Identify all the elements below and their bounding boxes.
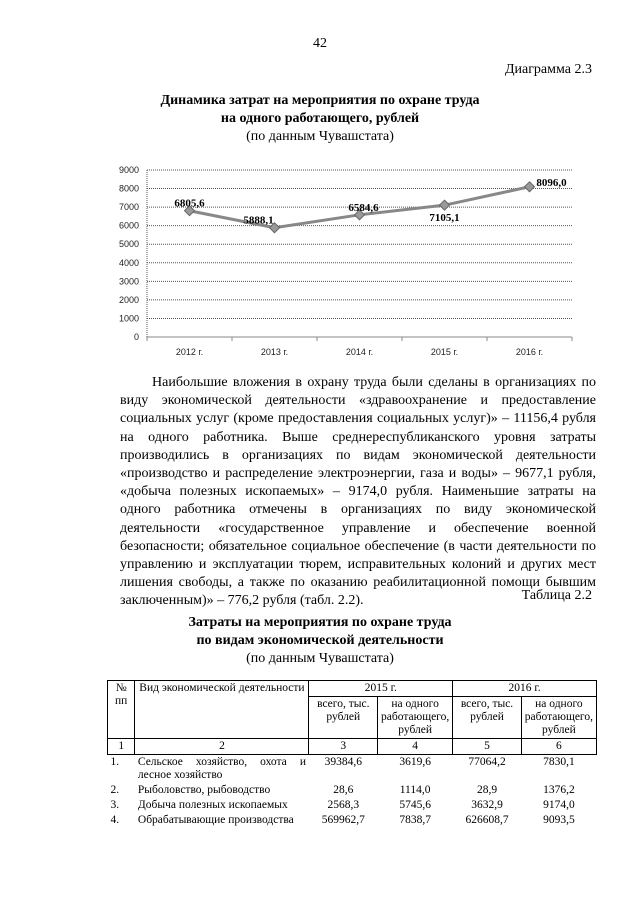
table-cell: 28,9 bbox=[476, 784, 498, 796]
header-2015: 2015 г. bbox=[309, 681, 453, 697]
chart-title bbox=[0, 92, 640, 146]
colnum: 6 bbox=[521, 739, 596, 755]
table-row bbox=[108, 755, 597, 784]
table-cell: 1. bbox=[110, 756, 120, 768]
y-tick-label: 5000 bbox=[118, 239, 139, 250]
data-point-marker bbox=[440, 200, 450, 210]
header-per-2015: на одного работающего, рублей bbox=[378, 697, 453, 739]
table-cell: 3632,9 bbox=[471, 799, 503, 811]
table-cell: 569962,7 bbox=[321, 814, 365, 826]
table-cell: 28,6 bbox=[333, 784, 354, 796]
costs-table bbox=[107, 680, 597, 828]
header-total-2016: всего, тыс. рублей bbox=[453, 697, 522, 739]
table-cell: 39384,6 bbox=[324, 756, 362, 768]
table-cell: 77064,2 bbox=[468, 756, 506, 768]
table-cell: Рыболовство, рыбоводство bbox=[137, 784, 271, 796]
table-row bbox=[108, 813, 597, 828]
colnum: 5 bbox=[453, 739, 522, 755]
header-total-2015: всего, тыс. рублей bbox=[309, 697, 378, 739]
y-tick-label: 6000 bbox=[118, 220, 139, 231]
table-title bbox=[0, 614, 640, 668]
table-cell: Обрабатывающие производства bbox=[137, 814, 294, 826]
table-row bbox=[108, 783, 597, 798]
y-tick-label: 2000 bbox=[118, 294, 139, 305]
chart-title-line2: на одного работающего, рублей bbox=[220, 111, 420, 126]
y-tick-label: 1000 bbox=[118, 313, 139, 324]
table-cell: 7838,7 bbox=[399, 814, 431, 826]
data-label: 6584,6 bbox=[348, 201, 379, 214]
table-title-line2: по видам экономической деятельности bbox=[196, 633, 444, 648]
x-tick-label: 2016 г. bbox=[515, 347, 544, 357]
x-tick-label: 2012 г. bbox=[175, 347, 204, 357]
data-label: 8096,0 bbox=[536, 176, 567, 189]
table-cell: Сельское хозяйство, охота и лесное хозяйство bbox=[137, 756, 306, 781]
table-cell: Добыча полезных ископаемых bbox=[137, 799, 288, 811]
table-cell: 3619,6 bbox=[399, 756, 431, 768]
x-tick-label: 2014 г. bbox=[345, 347, 374, 357]
line-chart bbox=[100, 150, 580, 360]
table-cell: 626608,7 bbox=[465, 814, 509, 826]
header-kind: Вид экономической деятельности bbox=[135, 681, 309, 739]
colnum: 3 bbox=[309, 739, 378, 755]
table-cell: 2. bbox=[110, 784, 120, 796]
colnum: 1 bbox=[108, 739, 135, 755]
y-tick-label: 7000 bbox=[118, 202, 139, 213]
chart-title-line1: Динамика затрат на мероприятия по охране труда bbox=[160, 93, 480, 108]
table-title-line1: Затраты на мероприятия по охране труда bbox=[188, 615, 452, 630]
x-tick-label: 2013 г. bbox=[260, 347, 289, 357]
y-tick-label: 3000 bbox=[118, 276, 139, 287]
table-cell: 7830,1 bbox=[543, 756, 575, 768]
colnum: 4 bbox=[378, 739, 453, 755]
data-label: 7105,1 bbox=[429, 212, 460, 225]
header-per-2016: на одного работающего, рублей bbox=[521, 697, 596, 739]
table-cell: 1114,0 bbox=[399, 784, 431, 796]
header-2016: 2016 г. bbox=[453, 681, 597, 697]
header-num: № пп bbox=[108, 681, 135, 739]
table-source: (по данным Чувашстата) bbox=[246, 651, 394, 666]
table-cell: 1376,2 bbox=[543, 784, 575, 796]
y-tick-label: 0 bbox=[133, 332, 139, 342]
y-tick-label: 4000 bbox=[118, 257, 139, 268]
x-tick-label: 2015 г. bbox=[430, 347, 459, 357]
chart-source: (по данным Чувашстата) bbox=[246, 129, 394, 144]
colnum: 2 bbox=[135, 739, 309, 755]
table-cell: 9174,0 bbox=[543, 799, 575, 811]
y-tick-label: 9000 bbox=[118, 165, 139, 175]
data-label: 6805,6 bbox=[174, 197, 205, 210]
data-label: 5888,1 bbox=[243, 214, 274, 227]
table-cell: 5745,6 bbox=[399, 799, 431, 811]
table-label: Таблица 2.2 bbox=[521, 588, 592, 603]
table-cell: 4. bbox=[110, 814, 120, 826]
table-cell: 3. bbox=[110, 799, 120, 811]
table-row bbox=[108, 798, 597, 813]
body-paragraph: Наибольшие вложения в охрану труда были сделаны в организациях по виду экономической деятельности «здравоохранение и предоставление социальных услуг (кроме предоставления социальных услуг)» – 11156,4 рубля на одного работника. Выше среднереспубликанского уровня затраты производились в организациях по видам экономической деятельности «производство и распределение электроэнергии, газа и воды» – 9677,1 рубля, «добыча полезных ископаемых» – 9174,0 рубля. Наименьшие затраты на одного работника отмечены в организациях по виду экономической деятельности «государственное управление и обеспечение военной безопасности; обязательное социальное обеспечение (в части деятельности по управлению и эксплуатации тюрем, исправительных колоний и других мест лишения свободы, а также по оказанию реабилитационной помощи бывшим заключенным)» – 776,2 рубля (табл. 2.2). bbox=[120, 375, 596, 609]
page-number: 42 bbox=[313, 36, 327, 51]
table-cell: 2568,3 bbox=[327, 799, 360, 811]
y-tick-label: 8000 bbox=[118, 183, 139, 194]
table-cell: 9093,5 bbox=[543, 814, 575, 826]
data-point-marker bbox=[525, 182, 535, 192]
diagram-label: Диаграмма 2.3 bbox=[504, 62, 592, 77]
